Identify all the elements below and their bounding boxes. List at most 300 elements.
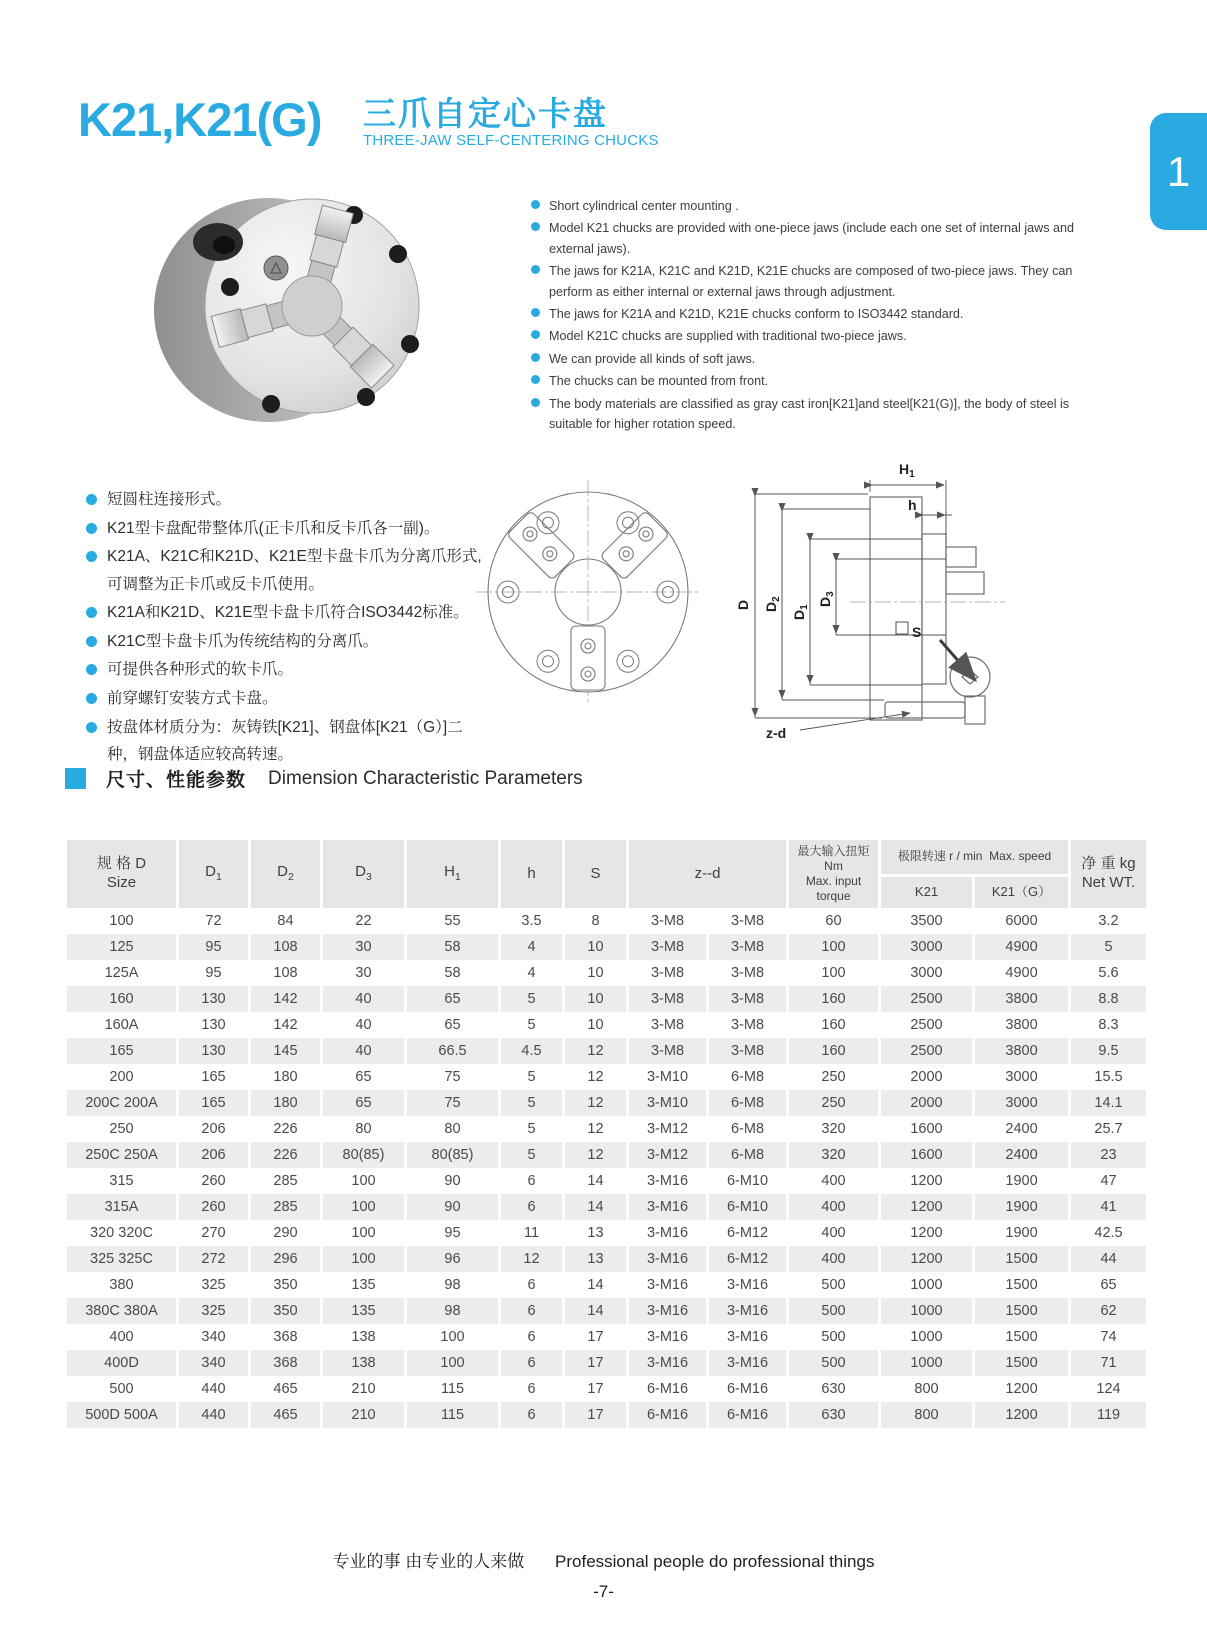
- cell-speed-k21: 1200: [878, 1168, 972, 1194]
- cell-speed-k21: 1000: [878, 1324, 972, 1350]
- dim-label-s: S: [912, 624, 922, 640]
- feature-text: The chucks can be mounted from front.: [549, 374, 769, 389]
- cell-zd-2: 3-M8: [706, 986, 786, 1012]
- cell-s: 12: [562, 1064, 626, 1090]
- cell-speed-k21: 1600: [878, 1116, 972, 1142]
- cell-net-wt: 44: [1068, 1246, 1146, 1272]
- cell-d3: 100: [320, 1246, 404, 1272]
- cell-speed-k21g: 6000: [972, 908, 1068, 934]
- cell-s: 12: [562, 1116, 626, 1142]
- cell-speed-k21: 800: [878, 1376, 972, 1402]
- cell-size: 315A: [64, 1194, 176, 1220]
- cell-d2: 350: [248, 1298, 320, 1324]
- cell-h: 3.5: [498, 908, 562, 934]
- cell-d1: 72: [176, 908, 248, 934]
- cell-d1: 325: [176, 1272, 248, 1298]
- product-title-zh: 三爪自定心卡盘: [363, 95, 608, 132]
- cell-speed-k21g: 1500: [972, 1350, 1068, 1376]
- cell-h: 5: [498, 1116, 562, 1142]
- table-row: [64, 908, 1146, 934]
- cell-torque: 250: [786, 1090, 878, 1116]
- cell-h: 4: [498, 934, 562, 960]
- section-square-icon: [65, 768, 86, 789]
- cell-size: 500D 500A: [64, 1402, 176, 1428]
- cell-speed-k21g: 1200: [972, 1376, 1068, 1402]
- bullet-dot-icon: [86, 523, 97, 534]
- cell-h: 6: [498, 1168, 562, 1194]
- cell-net-wt: 74: [1068, 1324, 1146, 1350]
- cell-d2: 368: [248, 1324, 320, 1350]
- cell-net-wt: 5: [1068, 934, 1146, 960]
- cell-torque: 160: [786, 1038, 878, 1064]
- cell-net-wt: 15.5: [1068, 1064, 1146, 1090]
- cell-speed-k21g: 2400: [972, 1116, 1068, 1142]
- cell-zd-1: 3-M10: [626, 1090, 706, 1116]
- cell-d1: 340: [176, 1324, 248, 1350]
- cell-net-wt: 124: [1068, 1376, 1146, 1402]
- cell-d2: 465: [248, 1402, 320, 1428]
- cell-d1: 272: [176, 1246, 248, 1272]
- cell-d1: 260: [176, 1194, 248, 1220]
- feature-text: K21A、K21C和K21D、K21E型卡盘卡爪为分离爪形式,可调整为正卡爪或反卡爪使用。: [107, 548, 482, 593]
- cell-zd-2: 6-M10: [706, 1194, 786, 1220]
- cell-size: 160A: [64, 1012, 176, 1038]
- cell-net-wt: 47: [1068, 1168, 1146, 1194]
- feature-text: 可提供各种形式的软卡爪。: [107, 661, 294, 679]
- cell-net-wt: 9.5: [1068, 1038, 1146, 1064]
- table-row: [64, 1142, 1146, 1168]
- section-heading: [65, 765, 583, 792]
- cell-speed-k21: 1200: [878, 1220, 972, 1246]
- cell-h1: 75: [404, 1090, 498, 1116]
- bullet-dot-icon: [531, 200, 540, 209]
- cell-d1: 440: [176, 1376, 248, 1402]
- cell-zd-1: 6-M16: [626, 1376, 706, 1402]
- cell-d1: 260: [176, 1168, 248, 1194]
- cell-h: 6: [498, 1324, 562, 1350]
- dim-label-zd: z-d: [766, 725, 787, 741]
- cell-d3: 100: [320, 1168, 404, 1194]
- cell-zd-2: 3-M16: [706, 1298, 786, 1324]
- slogan-zh: 专业的事 由专业的人来做: [332, 1552, 525, 1571]
- cell-net-wt: 119: [1068, 1402, 1146, 1428]
- col-d3: $D_3$: [320, 840, 404, 908]
- bullet-dot-icon: [86, 551, 97, 562]
- cell-zd-2: 3-M8: [706, 908, 786, 934]
- table-row: [64, 1038, 1146, 1064]
- cell-h: 6: [498, 1350, 562, 1376]
- cell-zd-1: 3-M12: [626, 1116, 706, 1142]
- cell-zd-2: 3-M16: [706, 1350, 786, 1376]
- cell-speed-k21: 2000: [878, 1064, 972, 1090]
- table-row: [64, 1168, 1146, 1194]
- feature-item-en: [531, 218, 1103, 259]
- product-title-en: THREE-JAW SELF-CENTERING CHUCKS: [363, 132, 659, 149]
- feature-item-en: [531, 326, 1103, 346]
- cell-torque: 320: [786, 1116, 878, 1142]
- feature-item-en: [531, 304, 1103, 324]
- col-net-wt: 净 重 kg Net WT.: [1068, 840, 1146, 908]
- cell-d3: 100: [320, 1220, 404, 1246]
- col-d2: $D_2$: [248, 840, 320, 908]
- cell-d2: 465: [248, 1376, 320, 1402]
- bullet-dot-icon: [531, 375, 540, 384]
- feature-text: Model K21 chucks are provided with one-piece jaws (include each one set of internal jaws and external jaws).: [549, 221, 1075, 256]
- feature-item-zh: [86, 714, 488, 769]
- cell-d2: 285: [248, 1194, 320, 1220]
- cell-d3: 210: [320, 1402, 404, 1428]
- cell-zd-1: 3-M16: [626, 1194, 706, 1220]
- cell-speed-k21: 3500: [878, 908, 972, 934]
- cell-d1: 130: [176, 986, 248, 1012]
- cell-h1: 58: [404, 934, 498, 960]
- dim-label-d: D: [735, 599, 751, 610]
- cell-speed-k21: 1000: [878, 1272, 972, 1298]
- feature-text: 短圆柱连接形式。: [107, 491, 232, 508]
- cell-zd-1: 3-M8: [626, 908, 706, 934]
- feature-text: K21A和K21D、K21E型卡盘卡爪符合ISO3442标准。: [107, 604, 469, 622]
- cell-speed-k21: 1600: [878, 1142, 972, 1168]
- cell-d2: 290: [248, 1220, 320, 1246]
- cell-speed-k21g: 3000: [972, 1090, 1068, 1116]
- cell-size: 250C 250A: [64, 1142, 176, 1168]
- cell-d1: 95: [176, 960, 248, 986]
- cell-size: 200C 200A: [64, 1090, 176, 1116]
- cell-d2: 285: [248, 1168, 320, 1194]
- cell-d3: 30: [320, 934, 404, 960]
- cell-speed-k21: 2500: [878, 986, 972, 1012]
- cell-size: 325 325C: [64, 1246, 176, 1272]
- spec-table-body: [64, 908, 1146, 1428]
- cell-torque: 400: [786, 1220, 878, 1246]
- feature-item-zh: [86, 685, 488, 713]
- cell-h: 4: [498, 960, 562, 986]
- table-row: [64, 1012, 1146, 1038]
- bullet-dot-icon: [531, 398, 540, 407]
- cell-d3: 65: [320, 1064, 404, 1090]
- cell-zd-2: 6-M16: [706, 1376, 786, 1402]
- feature-list-en: [531, 196, 1103, 436]
- cell-d3: 138: [320, 1324, 404, 1350]
- cell-zd-2: 3-M8: [706, 1012, 786, 1038]
- cell-d2: 226: [248, 1116, 320, 1142]
- cell-zd-2: 3-M8: [706, 1038, 786, 1064]
- cell-size: 380: [64, 1272, 176, 1298]
- cell-h1: 65: [404, 1012, 498, 1038]
- cell-d3: 80: [320, 1116, 404, 1142]
- cell-speed-k21: 1200: [878, 1194, 972, 1220]
- cell-d3: 65: [320, 1090, 404, 1116]
- cell-size: 125: [64, 934, 176, 960]
- bullet-dot-icon: [531, 265, 540, 274]
- col-h: h: [498, 840, 562, 908]
- cell-torque: 500: [786, 1324, 878, 1350]
- spec-table: [64, 840, 1146, 1428]
- cell-speed-k21g: 1500: [972, 1324, 1068, 1350]
- page-title: K21,K21(G): [78, 93, 322, 146]
- cell-net-wt: 42.5: [1068, 1220, 1146, 1246]
- cell-torque: 500: [786, 1298, 878, 1324]
- cell-d1: 206: [176, 1142, 248, 1168]
- technical-drawing: [470, 452, 1015, 747]
- feature-item-en: [531, 371, 1103, 391]
- col-s: S: [562, 840, 626, 908]
- table-row: [64, 1090, 1146, 1116]
- bullet-dot-icon: [531, 222, 540, 231]
- cell-torque: 500: [786, 1272, 878, 1298]
- cell-zd-1: 3-M16: [626, 1272, 706, 1298]
- cell-size: 100: [64, 908, 176, 934]
- cell-zd-1: 3-M12: [626, 1142, 706, 1168]
- cell-h: 12: [498, 1246, 562, 1272]
- cell-d2: 368: [248, 1350, 320, 1376]
- cell-speed-k21: 800: [878, 1402, 972, 1428]
- table-row: [64, 986, 1146, 1012]
- bullet-dot-icon: [86, 722, 97, 733]
- feature-text: Short cylindrical center mounting .: [549, 199, 739, 213]
- cell-s: 14: [562, 1272, 626, 1298]
- cell-h: 6: [498, 1194, 562, 1220]
- cell-h1: 90: [404, 1168, 498, 1194]
- table-row: [64, 1194, 1146, 1220]
- cell-h1: 80: [404, 1116, 498, 1142]
- bullet-dot-icon: [531, 308, 540, 317]
- cell-zd-2: 6-M8: [706, 1090, 786, 1116]
- cell-s: 10: [562, 960, 626, 986]
- cell-net-wt: 71: [1068, 1350, 1146, 1376]
- cell-net-wt: 8.3: [1068, 1012, 1146, 1038]
- col-d1: $D_1$: [176, 840, 248, 908]
- table-row: [64, 1220, 1146, 1246]
- cell-h: 6: [498, 1272, 562, 1298]
- cell-d1: 165: [176, 1064, 248, 1090]
- feature-item-zh: [86, 515, 488, 543]
- cell-d2: 180: [248, 1090, 320, 1116]
- cell-torque: 320: [786, 1142, 878, 1168]
- cell-h1: 100: [404, 1324, 498, 1350]
- cell-speed-k21: 3000: [878, 960, 972, 986]
- cell-zd-2: 6-M16: [706, 1402, 786, 1428]
- cell-size: 125A: [64, 960, 176, 986]
- feature-item-en: [531, 261, 1103, 302]
- bullet-dot-icon: [86, 664, 97, 675]
- cell-d1: 130: [176, 1012, 248, 1038]
- slogan-en: Professional people do professional things: [555, 1552, 875, 1571]
- cell-net-wt: 25.7: [1068, 1116, 1146, 1142]
- cell-zd-2: 3-M8: [706, 960, 786, 986]
- cell-zd-1: 3-M16: [626, 1220, 706, 1246]
- cell-h: 4.5: [498, 1038, 562, 1064]
- cell-zd-1: 3-M16: [626, 1350, 706, 1376]
- feature-item-en: [531, 196, 1103, 216]
- cell-h1: 100: [404, 1350, 498, 1376]
- cell-torque: 630: [786, 1402, 878, 1428]
- col-k21: K21: [878, 874, 972, 908]
- cell-d2: 108: [248, 934, 320, 960]
- cell-net-wt: 65: [1068, 1272, 1146, 1298]
- cell-s: 12: [562, 1142, 626, 1168]
- cell-h1: 98: [404, 1272, 498, 1298]
- cell-h: 5: [498, 1142, 562, 1168]
- feature-text: 前穿螺钉安装方式卡盘。: [107, 690, 278, 708]
- cell-h1: 65: [404, 986, 498, 1012]
- cell-size: 160: [64, 986, 176, 1012]
- cell-d3: 22: [320, 908, 404, 934]
- table-row: [64, 1350, 1146, 1376]
- chuck-photo: [140, 183, 470, 435]
- cell-speed-k21g: 1900: [972, 1220, 1068, 1246]
- cell-h1: 90: [404, 1194, 498, 1220]
- table-row: [64, 934, 1146, 960]
- cell-torque: 250: [786, 1064, 878, 1090]
- cell-d1: 325: [176, 1298, 248, 1324]
- cell-torque: 400: [786, 1246, 878, 1272]
- cell-d2: 180: [248, 1064, 320, 1090]
- cell-torque: 400: [786, 1168, 878, 1194]
- feature-text: Model K21C chucks are supplied with traditional two-piece jaws.: [549, 329, 907, 344]
- cell-d2: 142: [248, 986, 320, 1012]
- cell-d1: 165: [176, 1090, 248, 1116]
- cell-s: 17: [562, 1376, 626, 1402]
- feature-item-zh: [86, 599, 488, 627]
- cell-s: 10: [562, 934, 626, 960]
- cell-s: 10: [562, 1012, 626, 1038]
- cell-d2: 142: [248, 1012, 320, 1038]
- cell-torque: 160: [786, 1012, 878, 1038]
- cell-zd-2: 6-M12: [706, 1220, 786, 1246]
- cell-size: 400: [64, 1324, 176, 1350]
- cell-h1: 58: [404, 960, 498, 986]
- cell-net-wt: 5.6: [1068, 960, 1146, 986]
- cell-h: 5: [498, 986, 562, 1012]
- cell-size: 380C 380A: [64, 1298, 176, 1324]
- cell-s: 17: [562, 1324, 626, 1350]
- cell-s: 14: [562, 1194, 626, 1220]
- cell-speed-k21g: 1500: [972, 1298, 1068, 1324]
- cell-zd-1: 3-M10: [626, 1064, 706, 1090]
- table-row: [64, 1298, 1146, 1324]
- cell-d1: 206: [176, 1116, 248, 1142]
- cell-zd-1: 3-M8: [626, 1038, 706, 1064]
- table-row: [64, 1324, 1146, 1350]
- feature-text: K21C型卡盘卡爪为传统结构的分离爪。: [107, 632, 379, 650]
- col-torque: 最大输入扭矩 Nm Max. input torque: [786, 840, 878, 908]
- cell-zd-2: 3-M16: [706, 1324, 786, 1350]
- cell-d1: 130: [176, 1038, 248, 1064]
- cell-s: 14: [562, 1168, 626, 1194]
- chapter-number: 1: [1166, 147, 1191, 195]
- cell-h1: 75: [404, 1064, 498, 1090]
- cell-size: 500: [64, 1376, 176, 1402]
- cell-s: 12: [562, 1090, 626, 1116]
- cell-d2: 350: [248, 1272, 320, 1298]
- chapter-tab: [1150, 113, 1207, 230]
- cell-s: 12: [562, 1038, 626, 1064]
- cell-size: 315: [64, 1168, 176, 1194]
- cell-net-wt: 3.2: [1068, 908, 1146, 934]
- table-row: [64, 1246, 1146, 1272]
- section-title-en: Dimension Characteristic Parameters: [268, 767, 583, 789]
- cell-zd-2: 3-M8: [706, 934, 786, 960]
- dim-label-d3: $D_3$: [817, 591, 836, 607]
- cell-s: 13: [562, 1246, 626, 1272]
- cell-speed-k21: 1000: [878, 1350, 972, 1376]
- cell-d1: 270: [176, 1220, 248, 1246]
- table-row: [64, 1402, 1146, 1428]
- cell-h1: 96: [404, 1246, 498, 1272]
- feature-item-en: [531, 394, 1103, 435]
- cell-d2: 108: [248, 960, 320, 986]
- table-row: [64, 960, 1146, 986]
- cell-h: 11: [498, 1220, 562, 1246]
- cell-speed-k21g: 3800: [972, 986, 1068, 1012]
- cell-net-wt: 41: [1068, 1194, 1146, 1220]
- cell-h: 5: [498, 1064, 562, 1090]
- cell-speed-k21g: 2400: [972, 1142, 1068, 1168]
- cell-d2: 226: [248, 1142, 320, 1168]
- feature-item-en: [531, 349, 1103, 369]
- cell-torque: 630: [786, 1376, 878, 1402]
- cell-zd-1: 6-M16: [626, 1402, 706, 1428]
- cell-speed-k21g: 3000: [972, 1064, 1068, 1090]
- cell-speed-k21g: 4900: [972, 934, 1068, 960]
- cell-d3: 138: [320, 1350, 404, 1376]
- cell-zd-1: 3-M16: [626, 1298, 706, 1324]
- col-h1: $H_1$: [404, 840, 498, 908]
- cell-h: 5: [498, 1090, 562, 1116]
- cell-speed-k21g: 1900: [972, 1168, 1068, 1194]
- cell-h: 6: [498, 1402, 562, 1428]
- cell-zd-2: 6-M8: [706, 1142, 786, 1168]
- feature-list-zh: [86, 486, 488, 770]
- feature-text: The jaws for K21A and K21D, K21E chucks conform to ISO3442 standard.: [549, 306, 964, 321]
- cell-torque: 60: [786, 908, 878, 934]
- cell-d3: 100: [320, 1194, 404, 1220]
- cell-speed-k21g: 1500: [972, 1246, 1068, 1272]
- cell-d3: 135: [320, 1298, 404, 1324]
- cell-zd-1: 3-M16: [626, 1168, 706, 1194]
- cell-h1: 95: [404, 1220, 498, 1246]
- feature-text: We can provide all kinds of soft jaws.: [549, 351, 756, 366]
- feature-text: K21型卡盘配带整体爪(正卡爪和反卡爪各一副)。: [107, 519, 440, 537]
- cell-net-wt: 14.1: [1068, 1090, 1146, 1116]
- cell-h: 6: [498, 1376, 562, 1402]
- cell-d3: 40: [320, 986, 404, 1012]
- cell-torque: 400: [786, 1194, 878, 1220]
- cell-s: 14: [562, 1298, 626, 1324]
- cell-s: 17: [562, 1402, 626, 1428]
- table-row: [64, 1064, 1146, 1090]
- cell-d1: 440: [176, 1402, 248, 1428]
- cell-size: 200: [64, 1064, 176, 1090]
- cell-size: 250: [64, 1116, 176, 1142]
- feature-text: 按盘体材质分为：灰铸铁[K21]、钢盘体[K21（G）]二种，钢盘体适应较高转速。: [107, 718, 463, 764]
- cell-d2: 296: [248, 1246, 320, 1272]
- bullet-dot-icon: [86, 636, 97, 647]
- cell-speed-k21g: 4900: [972, 960, 1068, 986]
- dim-label-d2: $D_2$: [763, 596, 782, 612]
- bullet-dot-icon: [531, 353, 540, 362]
- bullet-dot-icon: [86, 607, 97, 618]
- cell-speed-k21g: 3800: [972, 1038, 1068, 1064]
- cell-zd-1: 3-M16: [626, 1324, 706, 1350]
- feature-item-zh: [86, 543, 488, 598]
- cell-zd-2: 6-M12: [706, 1246, 786, 1272]
- col-max-speed: 极限转速 r / min Max. speed: [878, 840, 1068, 874]
- bullet-dot-icon: [86, 693, 97, 704]
- table-row: [64, 1376, 1146, 1402]
- cell-s: 17: [562, 1350, 626, 1376]
